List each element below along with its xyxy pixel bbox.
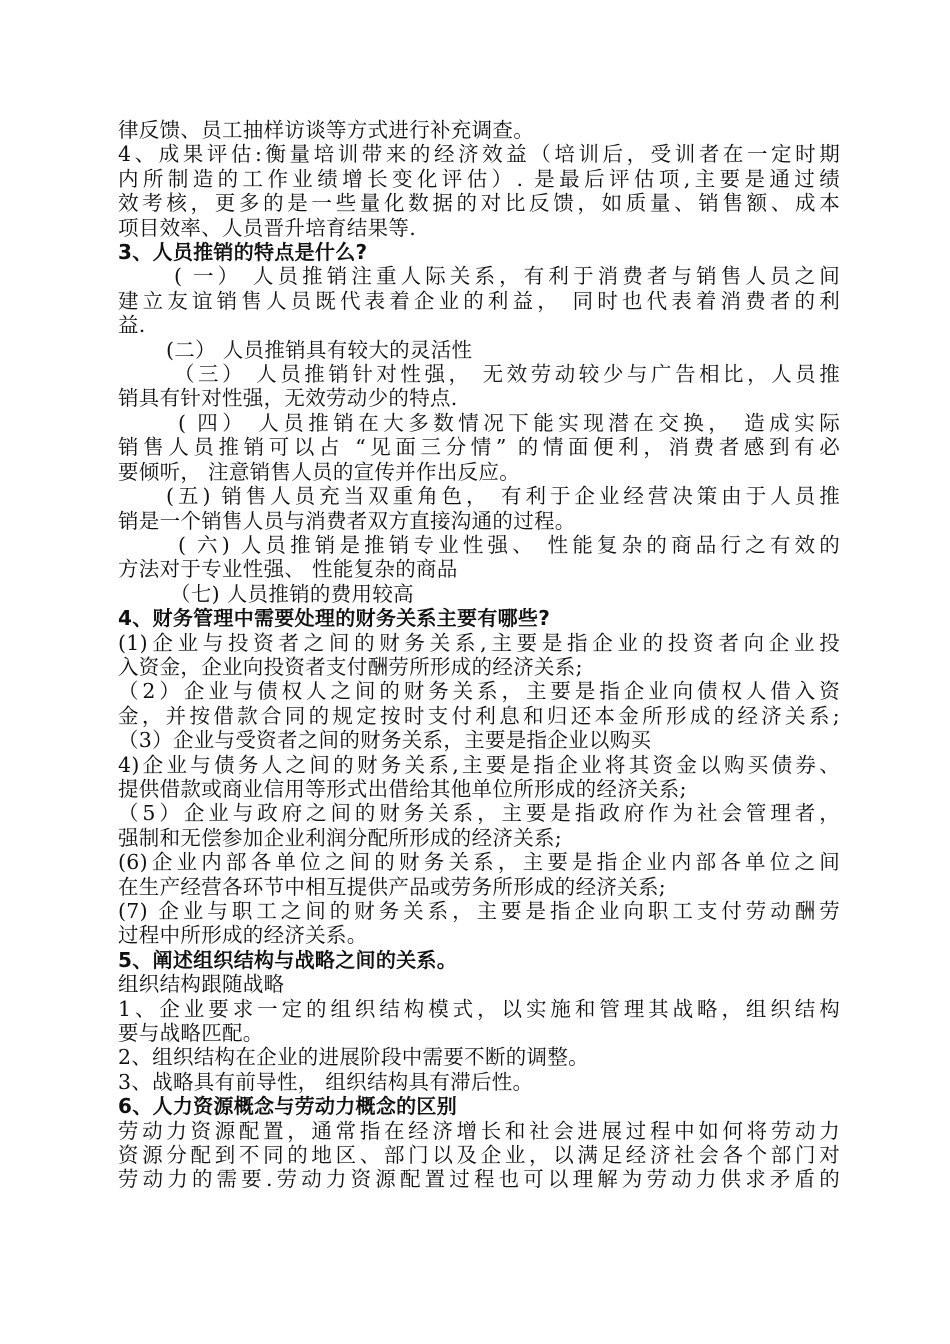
text-line: 金，并按借款合同的规定按时支付利息和归还本金所形成的经济关系; [118,703,840,728]
text-line: (二） 人员推销具有较大的灵活性 [166,337,473,362]
text-line: 销售人员推销可以占 “见面三分情” 的情面便利，消费者感到有必 [118,435,840,460]
text-line: (7) 企业与职工之间的财务关系，主要是指企业向职工支付劳动酬劳 [118,899,840,923]
text-line: ( 一） 人员推销注重人际关系，有利于消费者与销售人员之间 [174,264,840,289]
text-line: 项目效率、人员晋升培育结果等. [118,215,417,240]
text-line: 效考核，更多的是一些量化数据的对比反馈，如质量、销售额、成本 [118,191,840,216]
text-line: 劳动力的需要.劳动力资源配置过程也可以理解为劳动力供求矛盾的 [118,1167,840,1192]
text-line: 劳动力资源配置，通常指在经济增长和社会进展过程中如何将劳动力 [118,1118,840,1143]
text-line: 要倾听， 注意销售人员的宣传并作出反应。 [118,459,521,484]
text-line: （七) 人员推销的费用较高 [170,581,414,606]
text-line: 销是一个销售人员与消费者双方直接沟通的过程。 [118,508,576,533]
text-line: ( 四） 人员推销在大多数情况下能实现潜在交换， 造成实际 [178,410,840,435]
text-line: (1)企业与投资者之间的财务关系,主要是指企业的投资者向企业投 [118,630,840,655]
text-line: ( 六) 人员推销是推销专业性强、 性能复杂的商品行之有效的 [178,532,840,557]
text-line: 提供借款或商业信用等形式出借给其他单位所形成的经济关系; [118,776,687,801]
text-line: 要与战略匹配。 [118,1021,264,1046]
document-page [118,118,840,1192]
text-line: 在生产经营各环节中相互提供产品或劳务所形成的经济关系; [118,874,667,899]
text-line: (五) 销售人员充当双重角色， 有利于企业经营决策由于人员推 [166,484,840,509]
text-line: 1、企业要求一定的组织结构模式，以实施和管理其战略，组织结构 [118,996,840,1021]
text-line: 组织结构跟随战略 [118,972,285,997]
text-line: （2）企业与债权人之间的财务关系，主要是指企业向债权人借入资 [118,679,840,704]
text-line: 3、战略具有前导性， 组织结构具有滞后性。 [118,1069,534,1094]
text-line: 入资金，企业向投资者支付酬劳所形成的经济关系; [118,654,583,679]
text-line: 4、成果评估:衡量培训带来的经济效益（培训后，受训者在一定时期 [118,142,840,167]
text-line: 2、组织结构在企业的进展阶段中需要不断的调整。 [118,1045,589,1070]
section-heading: 6、人力资源概念与劳动力概念的区别 [118,1094,458,1119]
text-line: 销具有针对性强，无效劳动少的特点. [118,386,458,411]
text-line: 内所制造的工作业绩增长变化评估）. 是最后评估项,主要是通过绩 [118,166,840,191]
text-line: （5）企业与政府之间的财务关系，主要是指政府作为社会管理者， [118,801,840,826]
text-line: 4)企业与债务人之间的财务关系,主要是指企业将其资金以购买债券、 [118,752,840,777]
section-heading: 3、人员推销的特点是什么? [118,240,368,265]
section-heading: 5、阐述组织结构与战略之间的关系。 [118,947,458,972]
text-line: (6)企业内部各单位之间的财务关系，主要是指企业内部各单位之间 [118,850,840,875]
text-line: 强制和无偿参加企业利润分配所形成的经济关系; [118,825,563,850]
text-line: 建立友谊销售人员既代表着企业的利益， 同时也代表着消费者的利 [118,288,840,313]
text-line: 过程中所形成的经济关系。 [118,923,368,948]
text-line: 律反馈、员工抽样访谈等方式进行补充调查。 [118,118,534,142]
section-heading: 4、财务管理中需要处理的财务关系主要有哪些? [118,606,551,631]
text-line: （3）企业与受资者之间的财务关系，主要是指企业以购买 [118,728,652,753]
text-line: 益. [118,313,146,338]
text-line: 方法对于专业性强、 性能复杂的商品 [118,557,458,582]
text-line: （三） 人员推销针对性强， 无效劳动较少与广告相比，人员推 [174,362,840,387]
text-line: 资源分配到不同的地区、部门以及企业，以满足经济社会各个部门对 [118,1143,840,1168]
